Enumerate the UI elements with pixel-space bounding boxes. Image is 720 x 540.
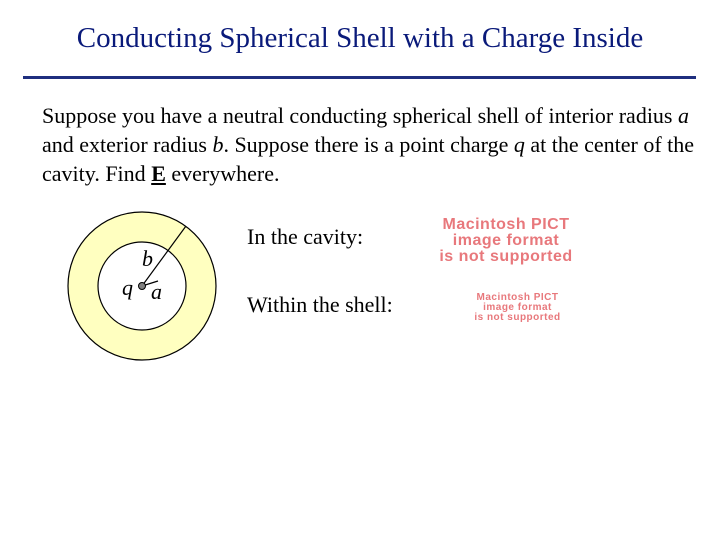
text-segment: at the center of the cavity. Find (42, 132, 695, 186)
cavity-image-placeholder (385, 217, 627, 265)
placeholder-line-2: image format (452, 232, 560, 249)
point-charge (139, 283, 146, 290)
text-segment: E (151, 161, 166, 186)
shell-label: Within the shell: (247, 292, 393, 317)
label-q: q (122, 275, 133, 300)
cavity-label: In the cavity: (247, 224, 364, 249)
text-segment: a (678, 103, 689, 128)
placeholder-line-2: image format (483, 302, 552, 313)
placeholder-line-1: Macintosh PICT (476, 292, 559, 303)
placeholder-line-3: is not supported (439, 248, 573, 265)
problem-statement (42, 101, 702, 188)
text-segment: b (212, 132, 224, 157)
text-segment: everywhere. (165, 161, 280, 186)
label-a: a (151, 279, 162, 304)
label-b: b (142, 246, 153, 271)
shell-diagram (58, 207, 228, 367)
text-segment: . Suppose there is a point charge (223, 132, 514, 157)
text-segment: and exterior radius (42, 132, 213, 157)
slide-title: Conducting Spherical Shell with a Charge Inside (76, 22, 644, 54)
placeholder-line-3: is not supported (474, 312, 561, 323)
text-segment: q (513, 132, 525, 157)
text-segment: Suppose you have a neutral conducting spherical shell of interior radius (42, 103, 678, 128)
placeholder-line-1: Macintosh PICT (442, 216, 570, 233)
title-underline (23, 76, 696, 79)
shell-image-placeholder (420, 293, 615, 323)
